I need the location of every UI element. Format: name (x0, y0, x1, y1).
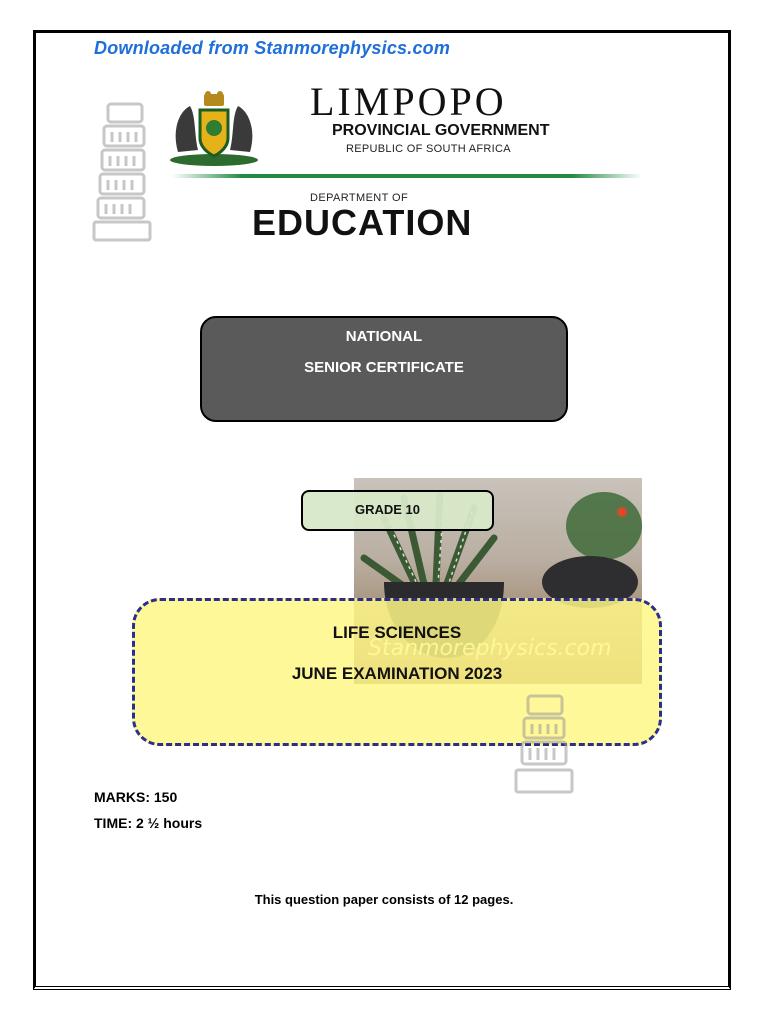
department-header (92, 64, 658, 256)
green-rule (172, 174, 642, 178)
subject-box (132, 598, 662, 746)
province-name: LIMPOPO (310, 79, 507, 124)
coat-of-arms-icon (164, 88, 264, 168)
exam-name: JUNE EXAMINATION 2023 (291, 664, 503, 683)
time-label: TIME: 2 ½ hours (94, 815, 203, 831)
marks-label: MARKS: 150 (94, 789, 178, 805)
pages-note: This question paper consists of 12 pages. (254, 892, 514, 907)
grade-label: GRADE 10 (355, 502, 421, 517)
department-of-label: DEPARTMENT OF (310, 192, 409, 204)
provincial-government: PROVINCIAL GOVERNMENT (332, 122, 550, 139)
republic-label: REPUBLIC OF SOUTH AFRICA (346, 143, 511, 155)
subject-name: LIFE SCIENCES (332, 623, 462, 642)
education-title: EDUCATION (252, 202, 473, 243)
leaning-tower-watermark-icon (512, 690, 578, 800)
certificate-line-1: NATIONAL (345, 328, 423, 345)
certificate-box (200, 316, 568, 422)
leaning-tower-watermark-icon (92, 98, 158, 248)
grade-box (301, 490, 494, 531)
download-banner[interactable]: Downloaded from Stanmorephysics.com (94, 38, 451, 58)
certificate-line-2: SENIOR CERTIFICATE (304, 359, 464, 376)
